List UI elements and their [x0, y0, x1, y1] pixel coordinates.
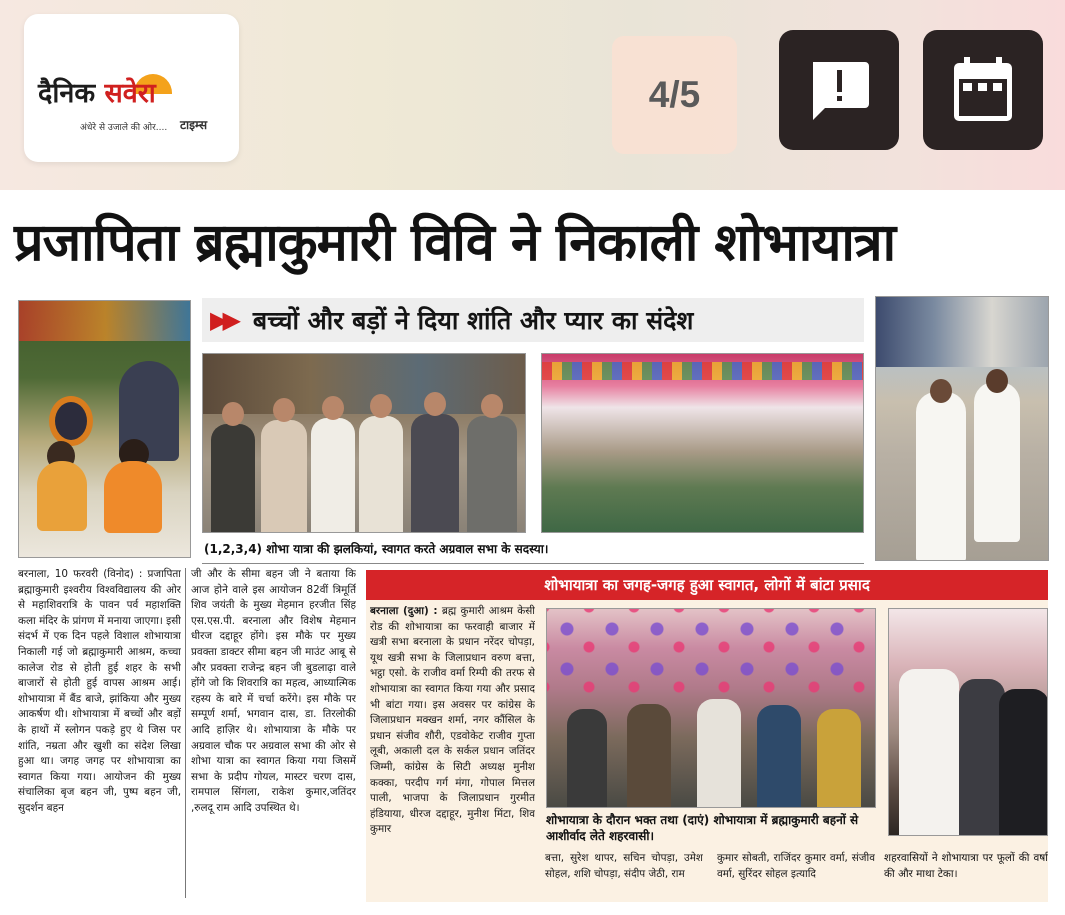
- person-figure: [916, 392, 966, 561]
- person-figure: [467, 416, 517, 533]
- person-figure: [757, 705, 801, 808]
- viewer-toolbar: [0, 0, 1065, 190]
- dateline: बरनाला (दुआ) :: [370, 605, 438, 617]
- article-column-4: [545, 850, 875, 900]
- article-column-4a: बत्ता, सुरेश थापर, सचिन चोपड़ा, उमेश सोहल, शशि चोपड़ा, संदीप जेठी, राम: [545, 852, 703, 880]
- person-figure: [974, 382, 1020, 542]
- person-figure: [411, 414, 459, 533]
- photo-caption-3: शहरवासियों ने शोभायात्रा पर फूलों की वर्षा की और माथा टेका।: [884, 852, 1048, 880]
- person-figure: [697, 699, 741, 808]
- article-column-4b: कुमार सोबती, राजिंदर कुमार वर्मा, संजीव वर्मा, सुरिंदर सोहल इत्यादि: [717, 852, 875, 880]
- person-figure: [627, 704, 671, 808]
- person-figure: [359, 416, 403, 533]
- section-title-bar: शोभायात्रा का जगह-जगह हुआ स्वागत, लोगों में बांटा प्रसाद: [366, 570, 1048, 600]
- person-figure: [311, 418, 355, 533]
- person-figure: [999, 689, 1048, 836]
- person-figure: [899, 669, 959, 836]
- feedback-icon: [803, 54, 875, 126]
- article-column-3-text: ब्रह्म कुमारी आश्रम केसी रोड की शोभायात्रा का फरवाही बाजार में खत्री सभा बरनाला के प्रधान नरेंदर चोपड़ा, यूथ खत्री सभा के जिलाप्रधान वरुण बत्ता, भट्ठा एसो. के राजीव वर्मा रिम्पी की तरफ से शोभायात्रा का स्वागत किया गया और प्रसाद भी बांटा गया। इस अवसर पर कांग्रेस के जिलाप्रधान मक्खन शर्मा, नगर कौंसिल के प्रधान संजीव शौरी, एडवोकेट राजीव गुप्ता लूबी, अकाली दल के सर्कल प्रधान जतिंदर जिम्मी, कांग्रेस के सिटी अध्यक्ष मुनीश कक्का, परदीप गर्ग मंगा, गोपाल मित्तल पाली, भाजपा के जिलाप्रधान गुरमीत हंडियाया, धीरज दद्दाहूर, मुनीश मिंटा, शिव कुमार: [370, 605, 535, 836]
- newspaper-page: [0, 190, 1065, 915]
- person-figure: [567, 709, 607, 808]
- shivling-figure: [49, 396, 93, 446]
- subheadline: बच्चों और बड़ों ने दिया शांति और प्यार का संदेश: [252, 306, 694, 335]
- child-figure: [37, 461, 87, 531]
- photo-children-idols: [18, 300, 191, 558]
- photo-devotees-dancing: [546, 608, 876, 808]
- double-arrow-icon: ▶▶: [210, 306, 235, 334]
- newspaper-logo[interactable]: [24, 14, 239, 162]
- photo-caption-2: शोभायात्रा के दौरान भक्त तथा (दाएं) शोभायात्रा में ब्रह्माकुमारी बहनों से आशीर्वाद लेते शहरवासी।: [546, 813, 859, 843]
- page-counter[interactable]: 4/5: [612, 36, 737, 154]
- article-column-3: [370, 604, 535, 844]
- logo-suffix: टाइम्स: [180, 118, 208, 132]
- article-headline: प्रजापिता ब्रह्माकुमारी विवि ने निकाली शोभायात्रा: [14, 213, 896, 273]
- logo-tagline: अंधेरे से उजाले की ओर....: [80, 123, 168, 133]
- photo-caption: (1,2,3,4) शोभा यात्रा की झलकियां, स्वागत करते अग्रवाल सभा के सदस्या।: [202, 540, 864, 564]
- article-column-2: जी और के सीमा बहन जी ने बताया कि आज होने वाले इस आयोजन 82वीं त्रिमूर्ति शिव जयंती के मुख्य मेहमान हरजीत सिंह एस.एस.पी. बरनाला और विशेष मेहमान धीरज दद्दाहूर होंगे। इस मौके पर मुख्य प्रवक्ता डाक्टर सीमा बहन जी माउंट आबू से और प्रवक्ता राजेन्द्र बहन जी बुडलाढ़ा वाले होंगे जो कि शिवरात्रि का महत्व, आध्यात्मिक रहस्य के बारे में चर्चा करेंगे। इस मौके पर सम्पूर्ण शर्मा, भगवान दास, डा. तिरलोकी आदि हाज़िर थे। शोभायात्रा के मौके पर अग्रवाल चौक पर अग्रवाल सभा की ओर से शोभा यात्रा का स्वागत किया गया जिसमें सभा के प्रदीप गोयल, मास्टर चरण दास, रामपाल सिंगला, राकेश कुमार,जतिंदर ,रुलदू राम आदि उपस्थित थे।: [191, 568, 356, 814]
- person-figure: [817, 709, 861, 808]
- calendar-button[interactable]: [923, 30, 1043, 150]
- logo-word-2: सवेरा: [104, 78, 156, 109]
- logo-wordmark: [38, 76, 156, 112]
- calendar-icon: [950, 55, 1016, 125]
- photo-agarwal-sabha-members: [202, 353, 526, 533]
- feedback-button[interactable]: [779, 30, 899, 150]
- photo-tent-gathering: [541, 353, 864, 533]
- child-figure: [104, 461, 162, 533]
- subheadline-bar: [202, 298, 864, 342]
- photo-women-procession: [875, 296, 1049, 561]
- logo-word-1: दैनिक: [38, 78, 96, 109]
- article-column-1: बरनाला, 10 फरवरी (विनोद) : प्रजापिता ब्रह्माकुमारी इश्वरीय विश्वविद्यालय की ओर से महाशिवरात्रि के पावन पर्व महाशक्ति कला मंदिर के प्रांगण में मनाया जाएगा। इसी संदर्भ में एक दिन पहले विशाल शोभायात्रा निकाली गई जो ब्रह्माकुमारी आश्रम, कच्चा कालेज रोड से होती हुई शहर के सभी बाजारों से होती हुई वापस आश्रम आई। शोभायात्रा में बैंड बाजे, झांकिया और मुख्य आकर्षण थी। शोभायात्रा में बच्चों और बड़ों के हाथों में स्लोगन पकड़े हुए थे जिस पर शांति, नम्रता और खुशी का संदेश लिखा हुआ था। जगह जगह पर शोभायात्रा का स्वागत किया गया। आयोजन की मुख्य संचालिका बृज बहन जी, पुष्प बहन जी, सुदर्शन बहन: [18, 568, 181, 814]
- person-figure: [261, 420, 307, 533]
- column-divider: [185, 568, 186, 898]
- photo-blessing-hug: [888, 608, 1048, 836]
- person-figure: [211, 424, 255, 533]
